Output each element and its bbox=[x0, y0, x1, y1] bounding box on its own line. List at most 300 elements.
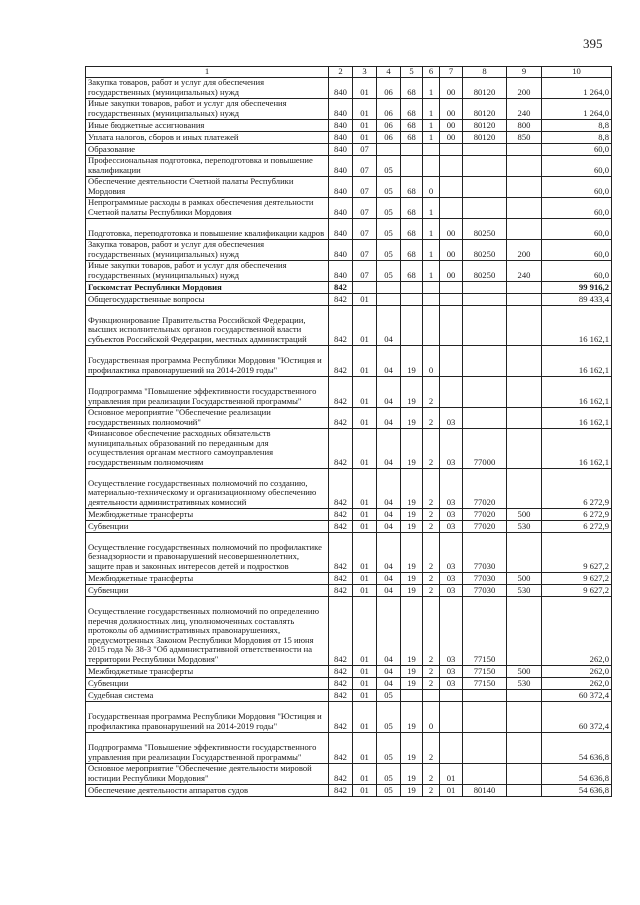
cell-expense-type bbox=[507, 176, 542, 197]
row-description: Непрограммные расходы в рамках обеспечения деятельности Счетной палаты Республики Мордовия bbox=[86, 197, 329, 218]
cell-expense-type bbox=[507, 689, 542, 701]
cell-program: 19 bbox=[401, 763, 423, 784]
cell-amount: 8,8 bbox=[542, 131, 612, 143]
cell-amount: 262,0 bbox=[542, 677, 612, 689]
row-description: Госкомстат Республики Мордовия bbox=[86, 281, 329, 293]
cell-event: 03 bbox=[440, 407, 463, 428]
table-row bbox=[86, 468, 612, 508]
cell-subsection: 04 bbox=[377, 520, 401, 532]
cell-subprogram bbox=[423, 293, 440, 305]
cell-program: 19 bbox=[401, 572, 423, 584]
cell-direction: 80250 bbox=[463, 239, 507, 260]
cell-amount: 54 636,8 bbox=[542, 763, 612, 784]
cell-section: 01 bbox=[353, 732, 377, 763]
cell-program bbox=[401, 281, 423, 293]
cell-program: 19 bbox=[401, 732, 423, 763]
cell-program: 68 bbox=[401, 119, 423, 131]
cell-ministry: 842 bbox=[329, 596, 353, 665]
cell-subprogram bbox=[423, 305, 440, 345]
table-row bbox=[86, 689, 612, 701]
row-description: Осуществление государственных полномочий по определению перечня должностных лиц, уполномоченных составлять протоколы об административных правонарушениях, предусмотренных Законом Республики Мордовия от 15 июня 2015 года № 38-З "Об административной ответственности на территории Республики Мордовия" bbox=[86, 596, 329, 665]
cell-event bbox=[440, 305, 463, 345]
cell-direction: 80250 bbox=[463, 260, 507, 281]
cell-subprogram: 2 bbox=[423, 584, 440, 596]
cell-amount: 262,0 bbox=[542, 596, 612, 665]
cell-subprogram: 2 bbox=[423, 520, 440, 532]
table-row bbox=[86, 520, 612, 532]
cell-expense-type bbox=[507, 407, 542, 428]
cell-section: 01 bbox=[353, 701, 377, 732]
cell-program: 68 bbox=[401, 218, 423, 239]
cell-subprogram: 1 bbox=[423, 239, 440, 260]
cell-expense-type: 530 bbox=[507, 520, 542, 532]
cell-amount: 99 916,2 bbox=[542, 281, 612, 293]
cell-amount: 60,0 bbox=[542, 197, 612, 218]
cell-event bbox=[440, 732, 463, 763]
cell-subsection: 05 bbox=[377, 763, 401, 784]
cell-ministry: 842 bbox=[329, 293, 353, 305]
row-description: Подпрограмма "Повышение эффективности государственного управления при реализации Государственной программы" bbox=[86, 732, 329, 763]
cell-event bbox=[440, 143, 463, 155]
cell-subsection: 05 bbox=[377, 176, 401, 197]
table-row bbox=[86, 143, 612, 155]
cell-section: 01 bbox=[353, 98, 377, 119]
cell-direction: 77020 bbox=[463, 520, 507, 532]
cell-amount: 60,0 bbox=[542, 218, 612, 239]
cell-event: 03 bbox=[440, 468, 463, 508]
cell-event bbox=[440, 176, 463, 197]
cell-subsection: 05 bbox=[377, 689, 401, 701]
table-row bbox=[86, 376, 612, 407]
cell-event bbox=[440, 197, 463, 218]
row-description: Уплата налогов, сборов и иных платежей bbox=[86, 131, 329, 143]
cell-amount: 16 162,1 bbox=[542, 305, 612, 345]
cell-amount: 1 264,0 bbox=[542, 98, 612, 119]
row-description: Иные закупки товаров, работ и услуг для обеспечения государственных (муниципальных) нужд bbox=[86, 260, 329, 281]
cell-ministry: 842 bbox=[329, 508, 353, 520]
cell-direction bbox=[463, 143, 507, 155]
cell-subsection: 05 bbox=[377, 732, 401, 763]
table-row bbox=[86, 77, 612, 98]
cell-ministry: 842 bbox=[329, 345, 353, 376]
cell-program bbox=[401, 155, 423, 176]
cell-program: 19 bbox=[401, 508, 423, 520]
cell-ministry: 840 bbox=[329, 119, 353, 131]
cell-direction: 77030 bbox=[463, 572, 507, 584]
row-description: Межбюджетные трансферты bbox=[86, 508, 329, 520]
cell-subprogram: 1 bbox=[423, 260, 440, 281]
cell-section: 01 bbox=[353, 784, 377, 796]
cell-ministry: 842 bbox=[329, 584, 353, 596]
cell-expense-type: 530 bbox=[507, 584, 542, 596]
cell-expense-type bbox=[507, 532, 542, 572]
cell-amount: 60,0 bbox=[542, 155, 612, 176]
cell-event bbox=[440, 689, 463, 701]
cell-expense-type bbox=[507, 763, 542, 784]
cell-subprogram: 1 bbox=[423, 131, 440, 143]
cell-subsection: 05 bbox=[377, 260, 401, 281]
cell-section: 01 bbox=[353, 428, 377, 468]
table-row bbox=[86, 176, 612, 197]
cell-event bbox=[440, 293, 463, 305]
cell-direction: 77150 bbox=[463, 665, 507, 677]
cell-subsection: 05 bbox=[377, 155, 401, 176]
cell-amount: 6 272,9 bbox=[542, 468, 612, 508]
cell-subsection: 04 bbox=[377, 376, 401, 407]
cell-direction: 80120 bbox=[463, 77, 507, 98]
cell-expense-type bbox=[507, 305, 542, 345]
cell-amount: 60 372,4 bbox=[542, 701, 612, 732]
cell-subsection: 04 bbox=[377, 305, 401, 345]
cell-subsection: 04 bbox=[377, 572, 401, 584]
budget-table bbox=[85, 66, 612, 797]
cell-ministry: 840 bbox=[329, 77, 353, 98]
cell-direction bbox=[463, 176, 507, 197]
cell-expense-type: 500 bbox=[507, 508, 542, 520]
cell-subsection bbox=[377, 281, 401, 293]
cell-amount: 89 433,4 bbox=[542, 293, 612, 305]
cell-direction bbox=[463, 763, 507, 784]
row-description: Основное мероприятие "Обеспечение реализации государственных полномочий" bbox=[86, 407, 329, 428]
table-row bbox=[86, 155, 612, 176]
cell-subprogram: 2 bbox=[423, 732, 440, 763]
table-row bbox=[86, 665, 612, 677]
cell-amount: 60,0 bbox=[542, 260, 612, 281]
cell-ministry: 842 bbox=[329, 763, 353, 784]
cell-subprogram: 2 bbox=[423, 572, 440, 584]
cell-event bbox=[440, 701, 463, 732]
cell-expense-type bbox=[507, 468, 542, 508]
cell-amount: 16 162,1 bbox=[542, 376, 612, 407]
row-description: Судебная система bbox=[86, 689, 329, 701]
cell-subsection: 04 bbox=[377, 677, 401, 689]
table-row bbox=[86, 119, 612, 131]
cell-section: 01 bbox=[353, 596, 377, 665]
table-row bbox=[86, 345, 612, 376]
cell-event: 03 bbox=[440, 572, 463, 584]
row-description: Профессиональная подготовка, переподготовка и повышение квалификации bbox=[86, 155, 329, 176]
cell-section: 01 bbox=[353, 508, 377, 520]
table-row bbox=[86, 428, 612, 468]
row-description: Обеспечение деятельности Счетной палаты Республики Мордовия bbox=[86, 176, 329, 197]
cell-amount: 9 627,2 bbox=[542, 584, 612, 596]
cell-ministry: 842 bbox=[329, 784, 353, 796]
cell-program: 68 bbox=[401, 260, 423, 281]
cell-expense-type: 500 bbox=[507, 572, 542, 584]
cell-ministry: 840 bbox=[329, 176, 353, 197]
cell-section: 01 bbox=[353, 468, 377, 508]
cell-program: 19 bbox=[401, 665, 423, 677]
cell-direction: 77020 bbox=[463, 508, 507, 520]
cell-program: 19 bbox=[401, 407, 423, 428]
table-row bbox=[86, 763, 612, 784]
cell-ministry: 842 bbox=[329, 305, 353, 345]
cell-subprogram: 2 bbox=[423, 428, 440, 468]
cell-direction bbox=[463, 197, 507, 218]
cell-program: 68 bbox=[401, 131, 423, 143]
row-description: Финансовое обеспечение расходных обязательств муниципальных образований по переданным для осуществления органам местного самоуправления государственным полномочиям bbox=[86, 428, 329, 468]
row-description: Государственная программа Республики Мордовия "Юстиция и профилактика правонарушений на 2014-2019 годы" bbox=[86, 345, 329, 376]
cell-subprogram: 1 bbox=[423, 119, 440, 131]
cell-subprogram bbox=[423, 143, 440, 155]
cell-program bbox=[401, 293, 423, 305]
table-row bbox=[86, 197, 612, 218]
cell-section bbox=[353, 281, 377, 293]
table-row bbox=[86, 572, 612, 584]
cell-section: 07 bbox=[353, 239, 377, 260]
cell-subsection: 05 bbox=[377, 197, 401, 218]
cell-event: 00 bbox=[440, 239, 463, 260]
cell-ministry: 842 bbox=[329, 428, 353, 468]
cell-direction bbox=[463, 732, 507, 763]
row-description: Образование bbox=[86, 143, 329, 155]
column-header: 7 bbox=[440, 67, 463, 78]
cell-subsection: 04 bbox=[377, 532, 401, 572]
cell-program: 19 bbox=[401, 584, 423, 596]
cell-expense-type: 240 bbox=[507, 260, 542, 281]
cell-amount: 9 627,2 bbox=[542, 532, 612, 572]
cell-section: 01 bbox=[353, 677, 377, 689]
cell-amount: 9 627,2 bbox=[542, 572, 612, 584]
cell-program: 19 bbox=[401, 596, 423, 665]
cell-expense-type bbox=[507, 701, 542, 732]
cell-direction: 77030 bbox=[463, 584, 507, 596]
cell-section: 01 bbox=[353, 584, 377, 596]
cell-event: 03 bbox=[440, 584, 463, 596]
table-row bbox=[86, 305, 612, 345]
cell-program: 68 bbox=[401, 239, 423, 260]
cell-subsection: 04 bbox=[377, 468, 401, 508]
cell-amount: 60,0 bbox=[542, 239, 612, 260]
cell-section: 07 bbox=[353, 218, 377, 239]
column-header: 1 bbox=[86, 67, 329, 78]
cell-event: 00 bbox=[440, 131, 463, 143]
cell-ministry: 842 bbox=[329, 281, 353, 293]
cell-amount: 1 264,0 bbox=[542, 77, 612, 98]
cell-event: 01 bbox=[440, 784, 463, 796]
cell-program: 19 bbox=[401, 428, 423, 468]
cell-program: 68 bbox=[401, 77, 423, 98]
row-description: Межбюджетные трансферты bbox=[86, 665, 329, 677]
cell-section: 07 bbox=[353, 197, 377, 218]
cell-expense-type bbox=[507, 376, 542, 407]
cell-direction: 80120 bbox=[463, 131, 507, 143]
cell-event: 00 bbox=[440, 218, 463, 239]
table-row bbox=[86, 732, 612, 763]
column-header: 2 bbox=[329, 67, 353, 78]
cell-program: 19 bbox=[401, 532, 423, 572]
cell-section: 07 bbox=[353, 143, 377, 155]
column-header: 10 bbox=[542, 67, 612, 78]
cell-section: 01 bbox=[353, 119, 377, 131]
column-header: 3 bbox=[353, 67, 377, 78]
table-row bbox=[86, 508, 612, 520]
cell-ministry: 842 bbox=[329, 689, 353, 701]
cell-ministry: 842 bbox=[329, 732, 353, 763]
cell-section: 07 bbox=[353, 260, 377, 281]
cell-program bbox=[401, 689, 423, 701]
cell-section: 01 bbox=[353, 293, 377, 305]
cell-subprogram: 2 bbox=[423, 468, 440, 508]
column-header: 9 bbox=[507, 67, 542, 78]
cell-section: 01 bbox=[353, 572, 377, 584]
row-description: Субвенции bbox=[86, 584, 329, 596]
table-row bbox=[86, 131, 612, 143]
cell-subsection: 04 bbox=[377, 596, 401, 665]
cell-subsection: 05 bbox=[377, 239, 401, 260]
cell-direction: 77000 bbox=[463, 428, 507, 468]
table-row bbox=[86, 701, 612, 732]
cell-subsection: 06 bbox=[377, 77, 401, 98]
cell-subsection bbox=[377, 143, 401, 155]
cell-direction: 77020 bbox=[463, 468, 507, 508]
cell-subprogram: 2 bbox=[423, 784, 440, 796]
cell-section: 01 bbox=[353, 532, 377, 572]
cell-program: 68 bbox=[401, 176, 423, 197]
cell-expense-type: 240 bbox=[507, 98, 542, 119]
cell-ministry: 842 bbox=[329, 376, 353, 407]
cell-subsection: 05 bbox=[377, 784, 401, 796]
cell-expense-type bbox=[507, 784, 542, 796]
cell-ministry: 840 bbox=[329, 143, 353, 155]
table-row bbox=[86, 98, 612, 119]
cell-section: 07 bbox=[353, 155, 377, 176]
cell-subsection: 04 bbox=[377, 665, 401, 677]
cell-subprogram: 2 bbox=[423, 596, 440, 665]
cell-subprogram bbox=[423, 281, 440, 293]
cell-subsection: 06 bbox=[377, 119, 401, 131]
cell-direction: 77150 bbox=[463, 677, 507, 689]
cell-direction bbox=[463, 305, 507, 345]
cell-program: 19 bbox=[401, 376, 423, 407]
cell-section: 01 bbox=[353, 665, 377, 677]
cell-program: 19 bbox=[401, 468, 423, 508]
cell-direction bbox=[463, 345, 507, 376]
cell-expense-type: 530 bbox=[507, 677, 542, 689]
cell-event bbox=[440, 376, 463, 407]
cell-amount: 54 636,8 bbox=[542, 732, 612, 763]
table-row bbox=[86, 584, 612, 596]
cell-ministry: 842 bbox=[329, 520, 353, 532]
cell-section: 01 bbox=[353, 376, 377, 407]
cell-direction: 80120 bbox=[463, 119, 507, 131]
cell-section: 01 bbox=[353, 345, 377, 376]
cell-section: 01 bbox=[353, 407, 377, 428]
cell-subsection: 06 bbox=[377, 98, 401, 119]
table-row bbox=[86, 281, 612, 293]
cell-ministry: 840 bbox=[329, 98, 353, 119]
cell-ministry: 842 bbox=[329, 407, 353, 428]
cell-event bbox=[440, 155, 463, 176]
cell-subprogram bbox=[423, 689, 440, 701]
cell-subprogram: 0 bbox=[423, 701, 440, 732]
cell-subprogram: 1 bbox=[423, 197, 440, 218]
cell-expense-type: 200 bbox=[507, 77, 542, 98]
cell-direction: 77150 bbox=[463, 596, 507, 665]
cell-expense-type bbox=[507, 732, 542, 763]
cell-program: 68 bbox=[401, 197, 423, 218]
cell-program: 19 bbox=[401, 677, 423, 689]
cell-event: 00 bbox=[440, 77, 463, 98]
cell-expense-type bbox=[507, 197, 542, 218]
cell-event bbox=[440, 345, 463, 376]
cell-subsection bbox=[377, 293, 401, 305]
table-row bbox=[86, 293, 612, 305]
table-row bbox=[86, 218, 612, 239]
cell-subsection: 04 bbox=[377, 345, 401, 376]
cell-subsection: 05 bbox=[377, 218, 401, 239]
table-row bbox=[86, 677, 612, 689]
cell-amount: 6 272,9 bbox=[542, 508, 612, 520]
cell-event: 01 bbox=[440, 763, 463, 784]
cell-subprogram: 1 bbox=[423, 98, 440, 119]
table-row bbox=[86, 260, 612, 281]
cell-event: 00 bbox=[440, 98, 463, 119]
row-description: Осуществление государственных полномочий по профилактике безнадзорности и правонарушений несовершеннолетних, защите прав и законных интересов детей и подростков bbox=[86, 532, 329, 572]
cell-direction bbox=[463, 689, 507, 701]
cell-amount: 16 162,1 bbox=[542, 407, 612, 428]
row-description: Осуществление государственных полномочий по созданию, материально-техническому и организационному обеспечению деятельности административных комиссий bbox=[86, 468, 329, 508]
cell-expense-type: 850 bbox=[507, 131, 542, 143]
column-header: 6 bbox=[423, 67, 440, 78]
row-description: Закупка товаров, работ и услуг для обеспечения государственных (муниципальных) нужд bbox=[86, 239, 329, 260]
cell-ministry: 842 bbox=[329, 665, 353, 677]
row-description: Иные закупки товаров, работ и услуг для обеспечения государственных (муниципальных) нужд bbox=[86, 98, 329, 119]
cell-ministry: 840 bbox=[329, 239, 353, 260]
cell-expense-type: 200 bbox=[507, 239, 542, 260]
cell-subprogram: 2 bbox=[423, 763, 440, 784]
cell-program: 19 bbox=[401, 520, 423, 532]
cell-direction bbox=[463, 293, 507, 305]
cell-amount: 16 162,1 bbox=[542, 345, 612, 376]
row-description: Закупка товаров, работ и услуг для обеспечения государственных (муниципальных) нужд bbox=[86, 77, 329, 98]
cell-expense-type bbox=[507, 218, 542, 239]
row-description: Основное мероприятие "Обеспечение деятельности мировой юстиции Республики Мордовия" bbox=[86, 763, 329, 784]
cell-program: 19 bbox=[401, 345, 423, 376]
row-description: Подпрограмма "Повышение эффективности государственного управления при реализации Государственной программы" bbox=[86, 376, 329, 407]
cell-event bbox=[440, 281, 463, 293]
cell-ministry: 842 bbox=[329, 532, 353, 572]
table-header-row bbox=[86, 67, 612, 78]
cell-direction bbox=[463, 155, 507, 176]
cell-amount: 60,0 bbox=[542, 143, 612, 155]
row-description: Обеспечение деятельности аппаратов судов bbox=[86, 784, 329, 796]
cell-subprogram: 2 bbox=[423, 376, 440, 407]
cell-subprogram bbox=[423, 155, 440, 176]
cell-event: 03 bbox=[440, 677, 463, 689]
cell-ministry: 840 bbox=[329, 197, 353, 218]
cell-subprogram: 1 bbox=[423, 77, 440, 98]
cell-direction: 80120 bbox=[463, 98, 507, 119]
page-number: 395 bbox=[583, 36, 603, 51]
cell-section: 01 bbox=[353, 77, 377, 98]
cell-event: 00 bbox=[440, 260, 463, 281]
column-header: 5 bbox=[401, 67, 423, 78]
cell-ministry: 840 bbox=[329, 131, 353, 143]
row-description: Государственная программа Республики Мордовия "Юстиция и профилактика правонарушений на 2014-2019 годы" bbox=[86, 701, 329, 732]
cell-subprogram: 2 bbox=[423, 665, 440, 677]
cell-ministry: 840 bbox=[329, 155, 353, 176]
cell-section: 01 bbox=[353, 689, 377, 701]
cell-expense-type bbox=[507, 143, 542, 155]
table-row bbox=[86, 784, 612, 796]
cell-subprogram: 2 bbox=[423, 532, 440, 572]
cell-program: 19 bbox=[401, 784, 423, 796]
cell-subsection: 04 bbox=[377, 508, 401, 520]
cell-amount: 54 636,8 bbox=[542, 784, 612, 796]
cell-section: 01 bbox=[353, 305, 377, 345]
cell-subprogram: 0 bbox=[423, 345, 440, 376]
